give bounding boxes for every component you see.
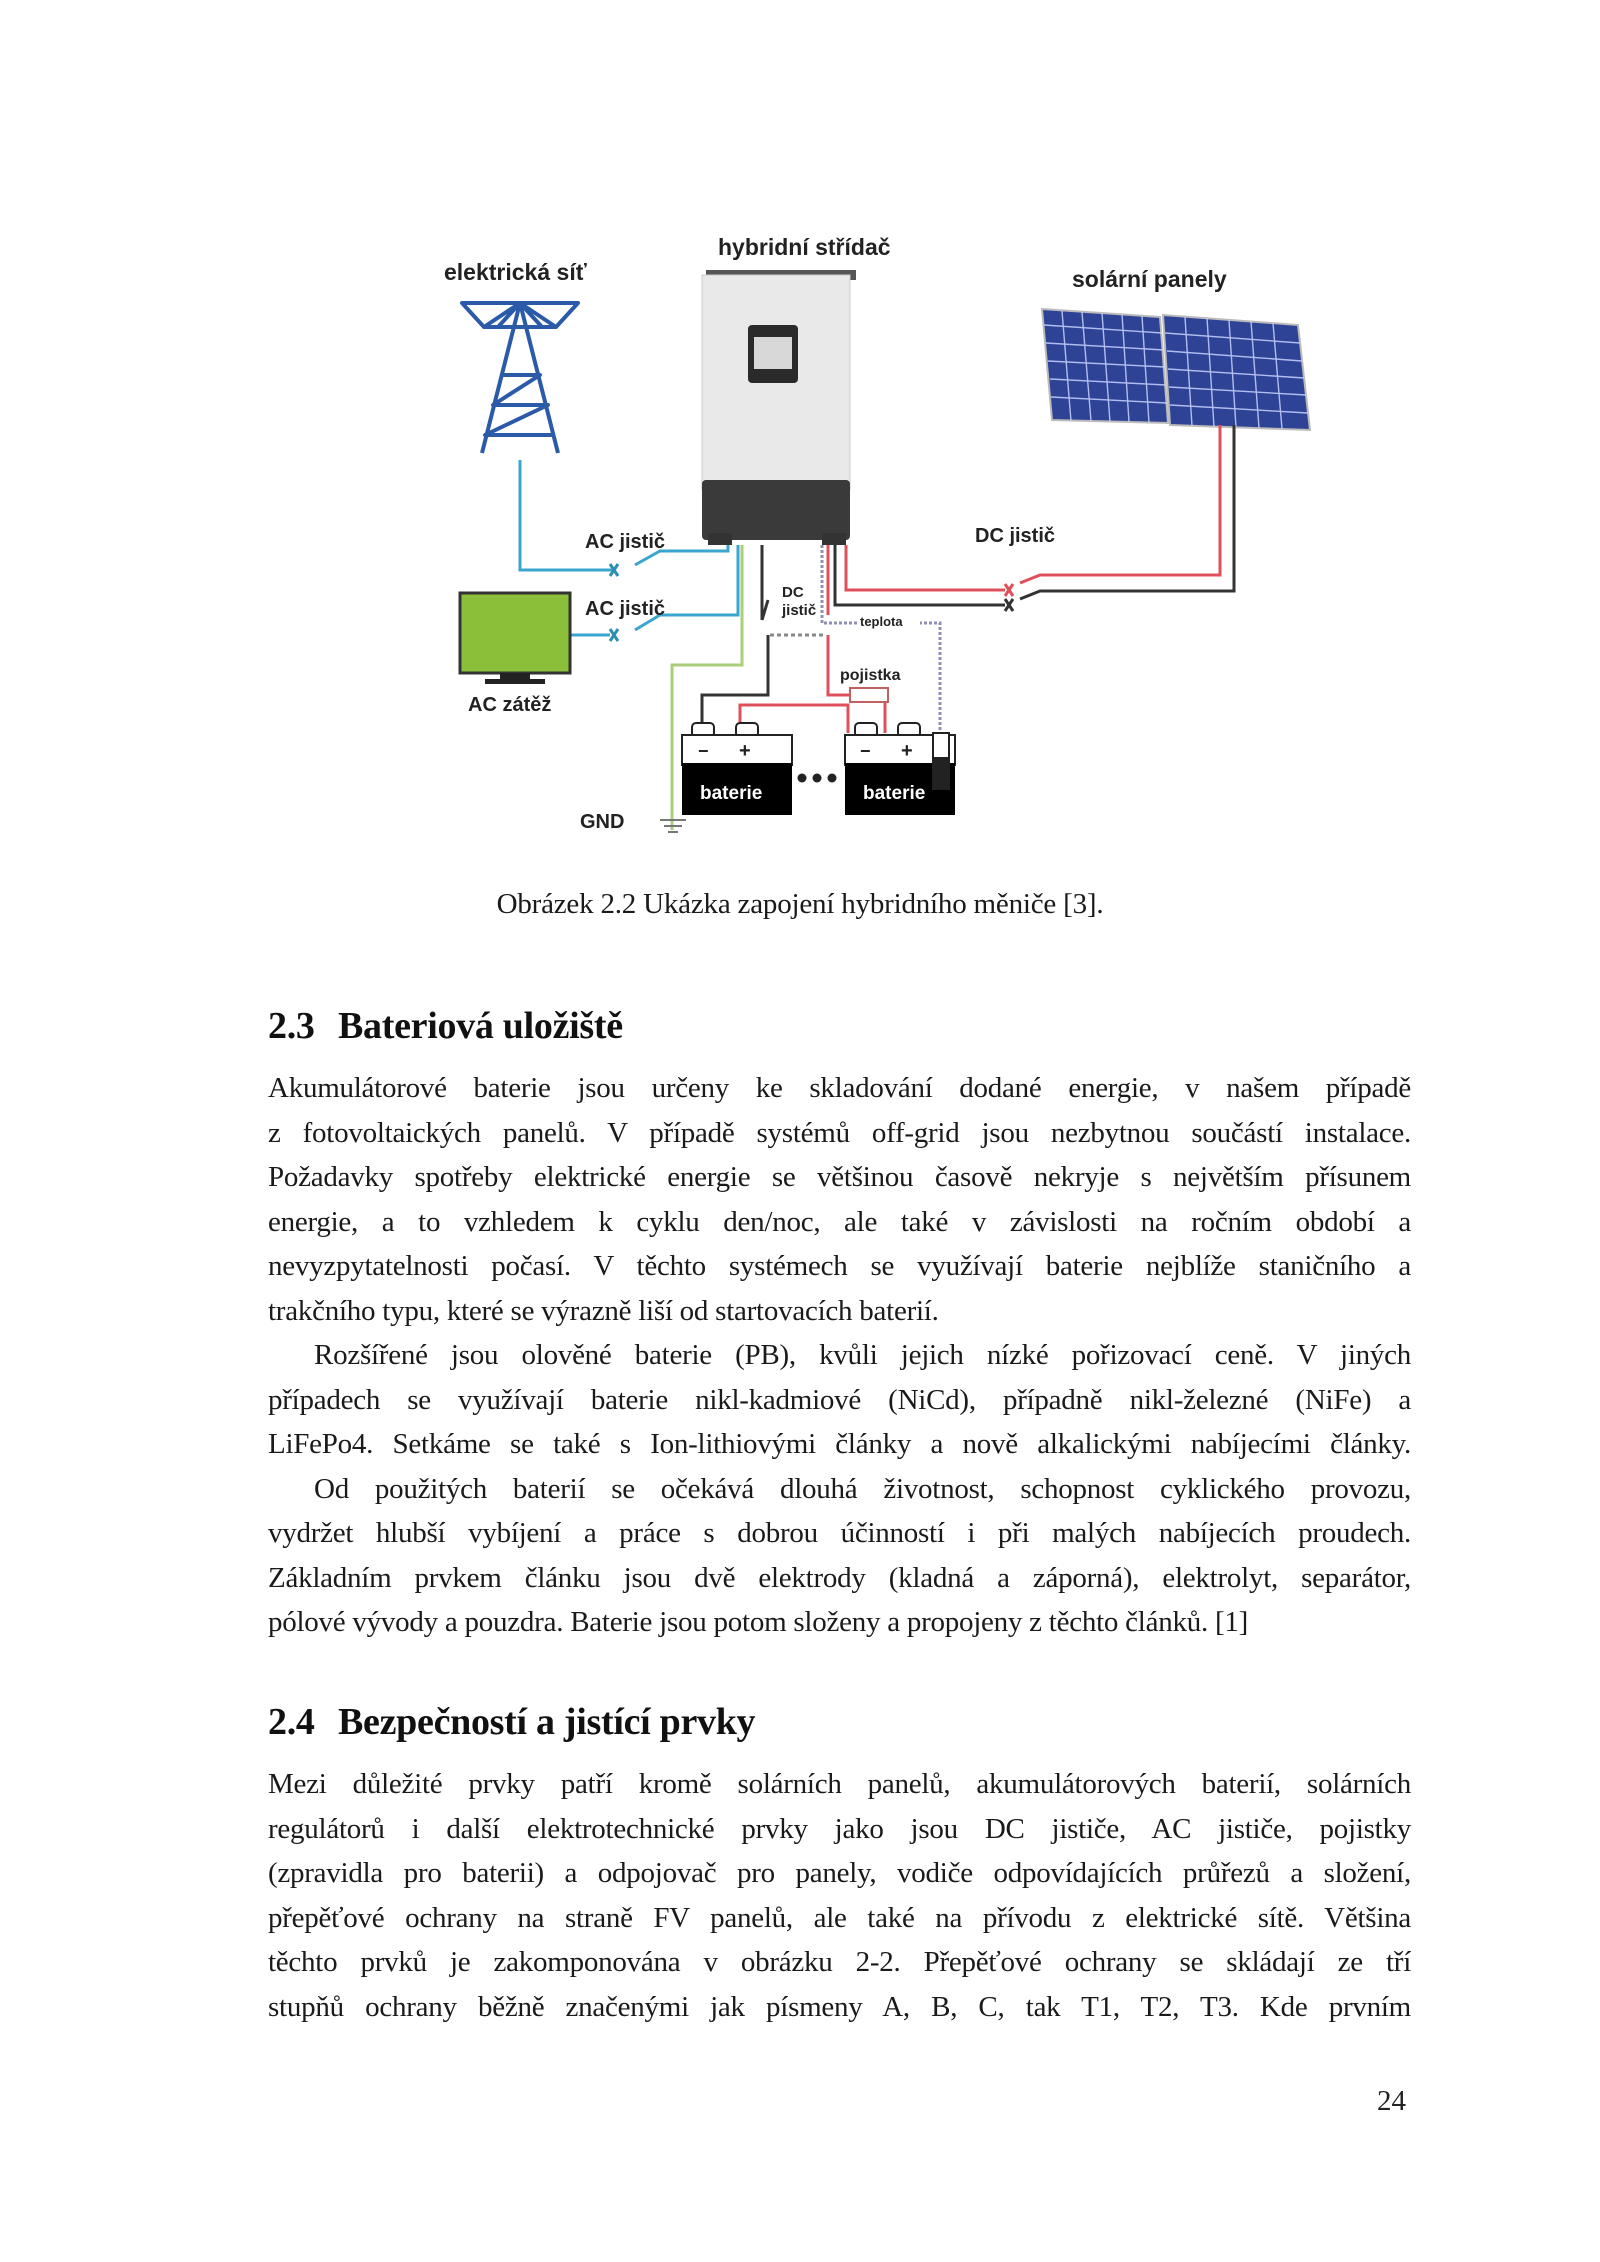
section-number: 2.4 xyxy=(268,1701,315,1743)
temperature-sensor-label: teplota xyxy=(860,614,903,629)
battery-1-plus: + xyxy=(739,740,751,762)
text-line: Mezi důležité prvky patří kromě solárních panelů, akumulátorových baterií, solárních xyxy=(268,1768,1411,1800)
text-line: z fotovoltaických panelů. V případě systémů off-grid jsou nezbytnou součástí instalace. xyxy=(268,1116,1411,1149)
text-line: těchto prvků je zakomponována v obrázku 2-2. Přepěťové ochrany se skládají ze tří xyxy=(268,1946,1411,1978)
fuse-label: pojistka xyxy=(840,667,901,684)
battery-1-icon xyxy=(682,723,792,815)
text-line: Akumulátorové baterie jsou určeny ke skladování dodané energie, v našem případě xyxy=(268,1072,1411,1104)
figure-caption: Obrázek 2.2 Ukázka zapojení hybridního měniče [3]. xyxy=(496,888,1104,920)
ac-breaker-grid-label: AC jistič xyxy=(585,531,666,553)
text-line: přepěťové ochrany na straně FV panelů, ale také na přívodu z elektrické sítě. Většina xyxy=(268,1901,1411,1934)
battery-2-minus: − xyxy=(860,741,871,761)
dc-breaker-battery-label-1: DC xyxy=(782,584,804,601)
section-title: Bezpečností a jistící prvky xyxy=(338,1701,756,1743)
tv-load-icon xyxy=(460,593,570,684)
text-line: Požadavky spotřeby elektrické energie se většinou časově nekryje s největším přísunem xyxy=(268,1161,1411,1193)
text-line: regulátorů i další elektrotechnické prvky jako jsou DC jističe, AC jističe, pojistky xyxy=(268,1812,1411,1845)
ground-label: GND xyxy=(580,811,625,833)
section-title: Bateriová uložiště xyxy=(338,1005,623,1047)
temperature-sensor-icon xyxy=(933,733,949,789)
transmission-tower-icon xyxy=(462,303,578,453)
paragraph-safety-elements xyxy=(268,1762,1411,2029)
battery-1-label: baterie xyxy=(700,783,763,804)
text-line: energie, a to vzhledem k cyklu den/noc, ale také v závislosti na ročním období a xyxy=(268,1205,1411,1238)
text-line: pólové vývody a pouzdra. Baterie jsou potom složeny a propojeny z těchto článků. [1] xyxy=(268,1606,1249,1638)
text-line: stupňů ochrany běžně značenými jak písmeny A, B, C, tak T1, T2, T3. Kde prvním xyxy=(268,1990,1411,2023)
section-number: 2.3 xyxy=(268,1005,315,1047)
text-line: nevyzpytatelnosti počasí. V těchto systémech se využívají baterie nejblíže staničního a xyxy=(268,1250,1411,1282)
section-heading-2-3 xyxy=(268,1004,623,1048)
page-number: 24 xyxy=(1377,2085,1406,2117)
text-line: Od použitých baterií se očekává dlouhá životnost, schopnost cyklického provozu, xyxy=(314,1472,1411,1505)
text-line: případech se využívají baterie nikl-kadmiové (NiCd), případně nikl-železné (NiFe) a xyxy=(268,1383,1411,1416)
solar-panels-label: solární panely xyxy=(1072,266,1227,292)
text-line: LiFePo4. Setkáme se také s Ion-lithiovými články a nově alkalickými nabíjecími články. xyxy=(268,1428,1411,1460)
ac-breaker-load-label: AC jistič xyxy=(585,598,666,620)
text-line: Základním prvkem článku jsou dvě elektrody (kladná a záporná), elektrolyt, separátor, xyxy=(268,1561,1411,1594)
text-line: Rozšířené jsou olověné baterie (PB), kvůli jejich nízké pořizovací ceně. V jiných xyxy=(314,1339,1411,1371)
inverter-label: hybridní střídač xyxy=(718,234,891,260)
battery-1-minus: − xyxy=(698,741,709,761)
battery-2-label: baterie xyxy=(863,783,926,804)
ac-load-label: AC zátěž xyxy=(468,694,552,716)
dc-breaker-pv-label: DC jistič xyxy=(975,525,1056,547)
grid-label: elektrická síť xyxy=(444,259,587,285)
section-heading-2-4 xyxy=(268,1700,755,1744)
text-line: (zpravidla pro baterii) a odpojovač pro panely, vodiče odpovídajících průřezů a složení, xyxy=(268,1857,1411,1889)
paragraph-batteries-intro xyxy=(268,1066,1411,1645)
hybrid-inverter-wiring-diagram xyxy=(430,225,1350,855)
ellipsis-icon xyxy=(798,774,837,783)
text-line: vydržet hlubší vybíjení a práce s dobrou účinností i při malých nabíjecích proudech. xyxy=(268,1517,1411,1549)
text-line: trakčního typu, které se výrazně liší od startovacích baterií. xyxy=(268,1294,939,1327)
battery-2-plus: + xyxy=(901,740,913,762)
dc-breaker-battery-label-2: jistič xyxy=(782,602,817,619)
